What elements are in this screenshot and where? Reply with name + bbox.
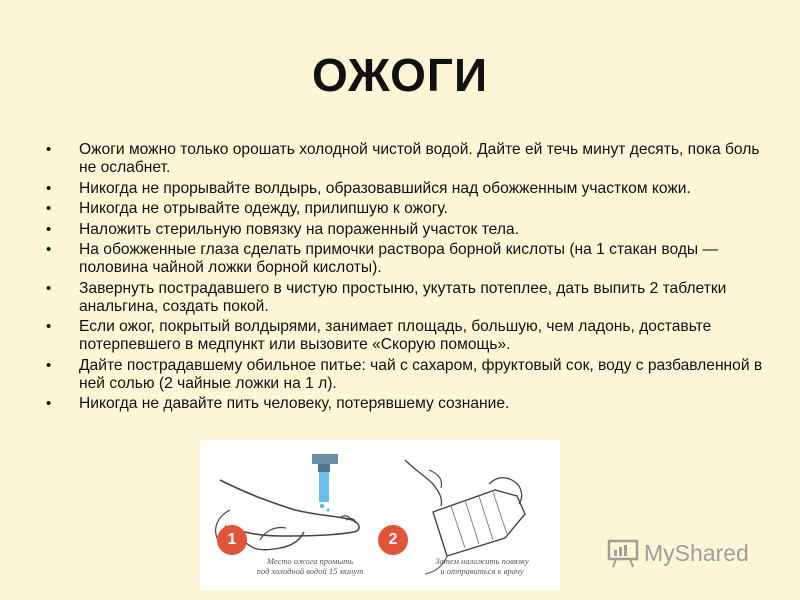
bullet: • [46, 356, 52, 374]
bullet: • [46, 141, 52, 158]
list-item-text: Если ожог, покрытый волдырями, занимает площадь, большую, чем ладонь, доставьте потерпевшего в медпункт или вызовите «Скорую помощь». [79, 318, 712, 353]
bullet: • [46, 200, 52, 217]
bullet: • [46, 318, 52, 335]
water-stream-icon [319, 472, 329, 502]
step-2-caption-line-1: Затем наложить повязку [435, 556, 529, 566]
list-item [46, 241, 766, 277]
presentation-board-icon [606, 538, 640, 568]
page-title: ОЖОГИ [311, 49, 489, 101]
list-item [46, 395, 766, 413]
bullet: • [46, 241, 52, 258]
watermark-text: MyShared [644, 539, 749, 566]
step-1-badge: 1 [217, 525, 247, 555]
faucet-icon [312, 454, 338, 464]
bullet: • [46, 179, 52, 197]
list-item-text: На обожженные глаза сделать примочки раствора борной кислоты (на 1 стакан воды — половина чайной ложки борной кислоты). [79, 241, 719, 276]
step-2-badge: 2 [378, 525, 408, 555]
list-item-text: Никогда не давайте пить человеку, потерявшему сознание. [79, 395, 510, 412]
list-item [46, 318, 766, 354]
list-item [46, 221, 766, 239]
list-item [46, 180, 766, 198]
list-item [46, 280, 766, 316]
list-item [46, 357, 766, 393]
first-aid-list [46, 141, 766, 416]
list-item [46, 141, 766, 177]
list-item-text: Наложить стерильную повязку на пораженный участок тела. [79, 220, 519, 238]
bullet: • [46, 279, 52, 297]
step-1-caption-line-1: Место ожога промыть [266, 556, 354, 566]
bullet: • [46, 395, 52, 412]
bullet: • [46, 220, 52, 238]
list-item-text: Ожоги можно только орошать холодной чистой водой. Дайте ей течь минут десять, пока боль не ослабнет. [79, 141, 760, 176]
step-1-caption-line-2: под холодной водой 15 минут [256, 566, 364, 576]
step-1-caption [240, 556, 380, 576]
myshared-watermark [606, 538, 749, 568]
step-2-caption [412, 556, 552, 576]
list-item-text: Никогда не отрывайте одежду, прилипшую к ожогу. [79, 200, 448, 217]
list-item [46, 200, 766, 218]
burn-first-aid-illustration [200, 440, 560, 590]
list-item-text: Никогда не прорывайте волдырь, образовавшийся над обожженным участком кожи. [79, 179, 691, 197]
step-2-caption-line-2: и отправиться к врачу [440, 566, 524, 576]
list-item-text: Дайте пострадавшему обильное питье: чай с сахаром, фруктовый сок, воду с разбавленной в ней солью (2 чайные ложки на 1 л). [79, 356, 763, 392]
list-item-text: Завернуть пострадавшего в чистую простыню, укутать потеплее, дать выпить 2 таблетки анальгина, создать покой. [79, 279, 727, 315]
